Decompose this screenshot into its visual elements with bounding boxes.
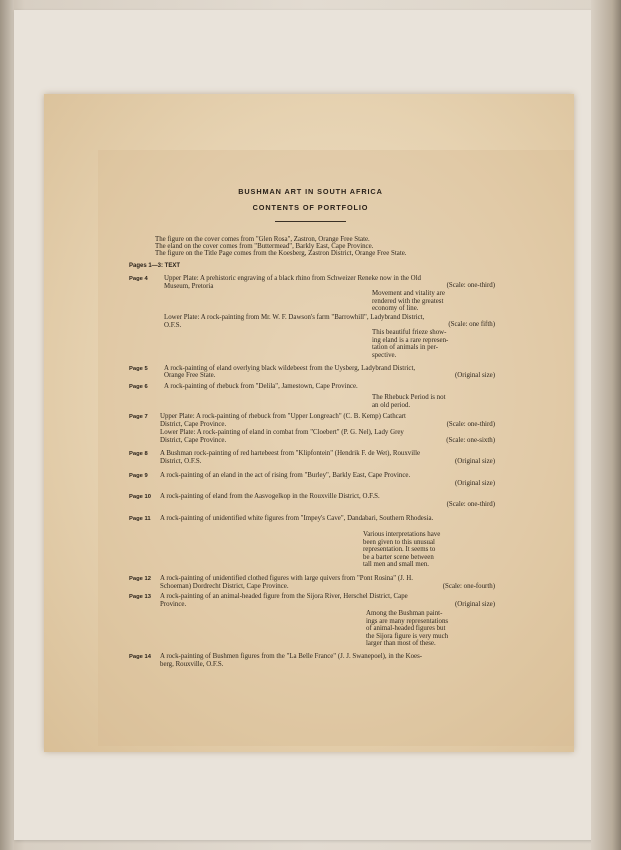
page-label: Page 9	[129, 473, 148, 479]
entry-text: Schoeman) Dordrecht District, Cape Province.	[160, 583, 289, 590]
scale-note: (Original size)	[455, 601, 495, 608]
scale-note: (Original size)	[455, 372, 495, 379]
scale-note: (Scale: one-third)	[446, 501, 495, 508]
intro-line: The eland on the cover comes from "Buttermead", Barkly East, Cape Province.	[155, 243, 374, 250]
entry-text: District, Cape Province.	[160, 421, 227, 428]
scale-note: (Scale: one fifth)	[448, 321, 495, 328]
side-note: Various interpretations have been given to this unusual representation. It seems to be a barter scene between tall men and small men.	[363, 531, 441, 569]
entry-text: District, O.F.S.	[160, 458, 202, 465]
entry-text: Orange Free State.	[164, 372, 216, 379]
side-note: This beautiful frieze show- ing eland is a rare represen- tation of animals in per- spective.	[372, 329, 449, 359]
entry-text: A rock-painting of an eland in the act of rising from "Burley", Barkly East, Cape Province.	[160, 472, 411, 479]
page-label: Page 12	[129, 576, 151, 582]
side-note: The Rhebuck Period is not an old period.	[372, 394, 446, 409]
page-label: Page 8	[129, 451, 148, 457]
scale-note: (Scale: one-third)	[446, 282, 495, 289]
page-label: Page 4	[129, 276, 148, 282]
entry-text: A rock-painting of eland from the Aasvogelkop in the Rouxville District, O.F.S.	[160, 493, 380, 500]
document-title: BUSHMAN ART IN SOUTH AFRICA	[238, 187, 383, 196]
page-label: Page 5	[129, 366, 148, 372]
page-label: Page 13	[129, 594, 151, 600]
document-subtitle: CONTENTS OF PORTFOLIO	[252, 203, 369, 212]
page-label: Page 10	[129, 494, 151, 500]
entry-text: Museum, Pretoria	[164, 283, 214, 290]
entry-text: Lower Plate: A rock-painting of eland in combat from "Cloebert" (P. G. Nel), Lady Grey	[160, 429, 404, 436]
page-label: Page 14	[129, 654, 151, 660]
title-rule	[275, 221, 346, 222]
entry-text: A rock-painting of unidentified clothed figures with large quivers from "Pont Rosina" (J. H.	[160, 575, 413, 582]
entry-text: A Bushman rock-painting of red hartebeest from "Klipfontein" (Hendrik F. de Wet), Rouxville	[160, 450, 421, 457]
board-left-edge	[0, 0, 14, 850]
side-note: Movement and vitality are rendered with the greatest economy of line.	[372, 290, 445, 313]
scale-note: (Scale: one-third)	[446, 421, 495, 428]
entry-text: Upper Plate: A rock-painting of rhebuck from "Upper Longreach" (C. B. Kemp) Cathcart	[160, 413, 406, 420]
entry-text: Province.	[160, 601, 187, 608]
side-note: Among the Bushman paint- ings are many representations of animal-headed figures but the Sijora figure is very much larger than most of these.	[366, 610, 449, 648]
board-right-edge	[591, 0, 621, 850]
scale-note: (Original size)	[455, 480, 495, 487]
scale-note: (Original size)	[455, 458, 495, 465]
entry-text: Upper Plate: A prehistoric engraving of a black rhino from Schweizer Reneke now in the Old	[164, 275, 421, 282]
entry-text: A rock-painting of unidentified white figures from "Impey's Cave", Dandabari, Southern Rhodesia.	[160, 515, 434, 522]
entry-text: A rock-painting of eland overlying black wildebeest from the Uysberg, Ladybrand District,	[164, 365, 416, 372]
entry-text: O.F.S.	[164, 322, 182, 329]
intro-line: The figure on the Title Page comes from the Koesberg, Zastron District, Orange Free State.	[155, 250, 407, 257]
page-label: Page 11	[129, 516, 151, 522]
page-label: Page 7	[129, 414, 148, 420]
entry-text: A rock-painting of rhebuck from "Delila", Jamestown, Cape Province.	[164, 383, 358, 390]
entry-text: berg, Rouxville, O.F.S.	[160, 661, 224, 668]
scale-note: (Scale: one-fourth)	[442, 583, 495, 590]
pages-text-label: Pages 1—3: TEXT	[129, 263, 181, 269]
intro-line: The figure on the cover comes from "Glen Rosa", Zastron, Orange Free State.	[155, 236, 370, 243]
page-label: Page 6	[129, 384, 148, 390]
scale-note: (Scale: one-sixth)	[446, 437, 495, 444]
entry-text: District, Cape Province.	[160, 437, 227, 444]
entry-text: A rock-painting of Bushmen figures from the "La Belle France" (J. J. Swanepoel), in the Koes-	[160, 653, 423, 660]
entry-text: A rock-painting of an animal-headed figure from the Sijora River, Herschel District, Cape	[160, 593, 408, 600]
entry-text: Lower Plate: A rock-painting from Mr. W. F. Dawson's farm "Barrowhill", Ladybrand District,	[164, 314, 425, 321]
